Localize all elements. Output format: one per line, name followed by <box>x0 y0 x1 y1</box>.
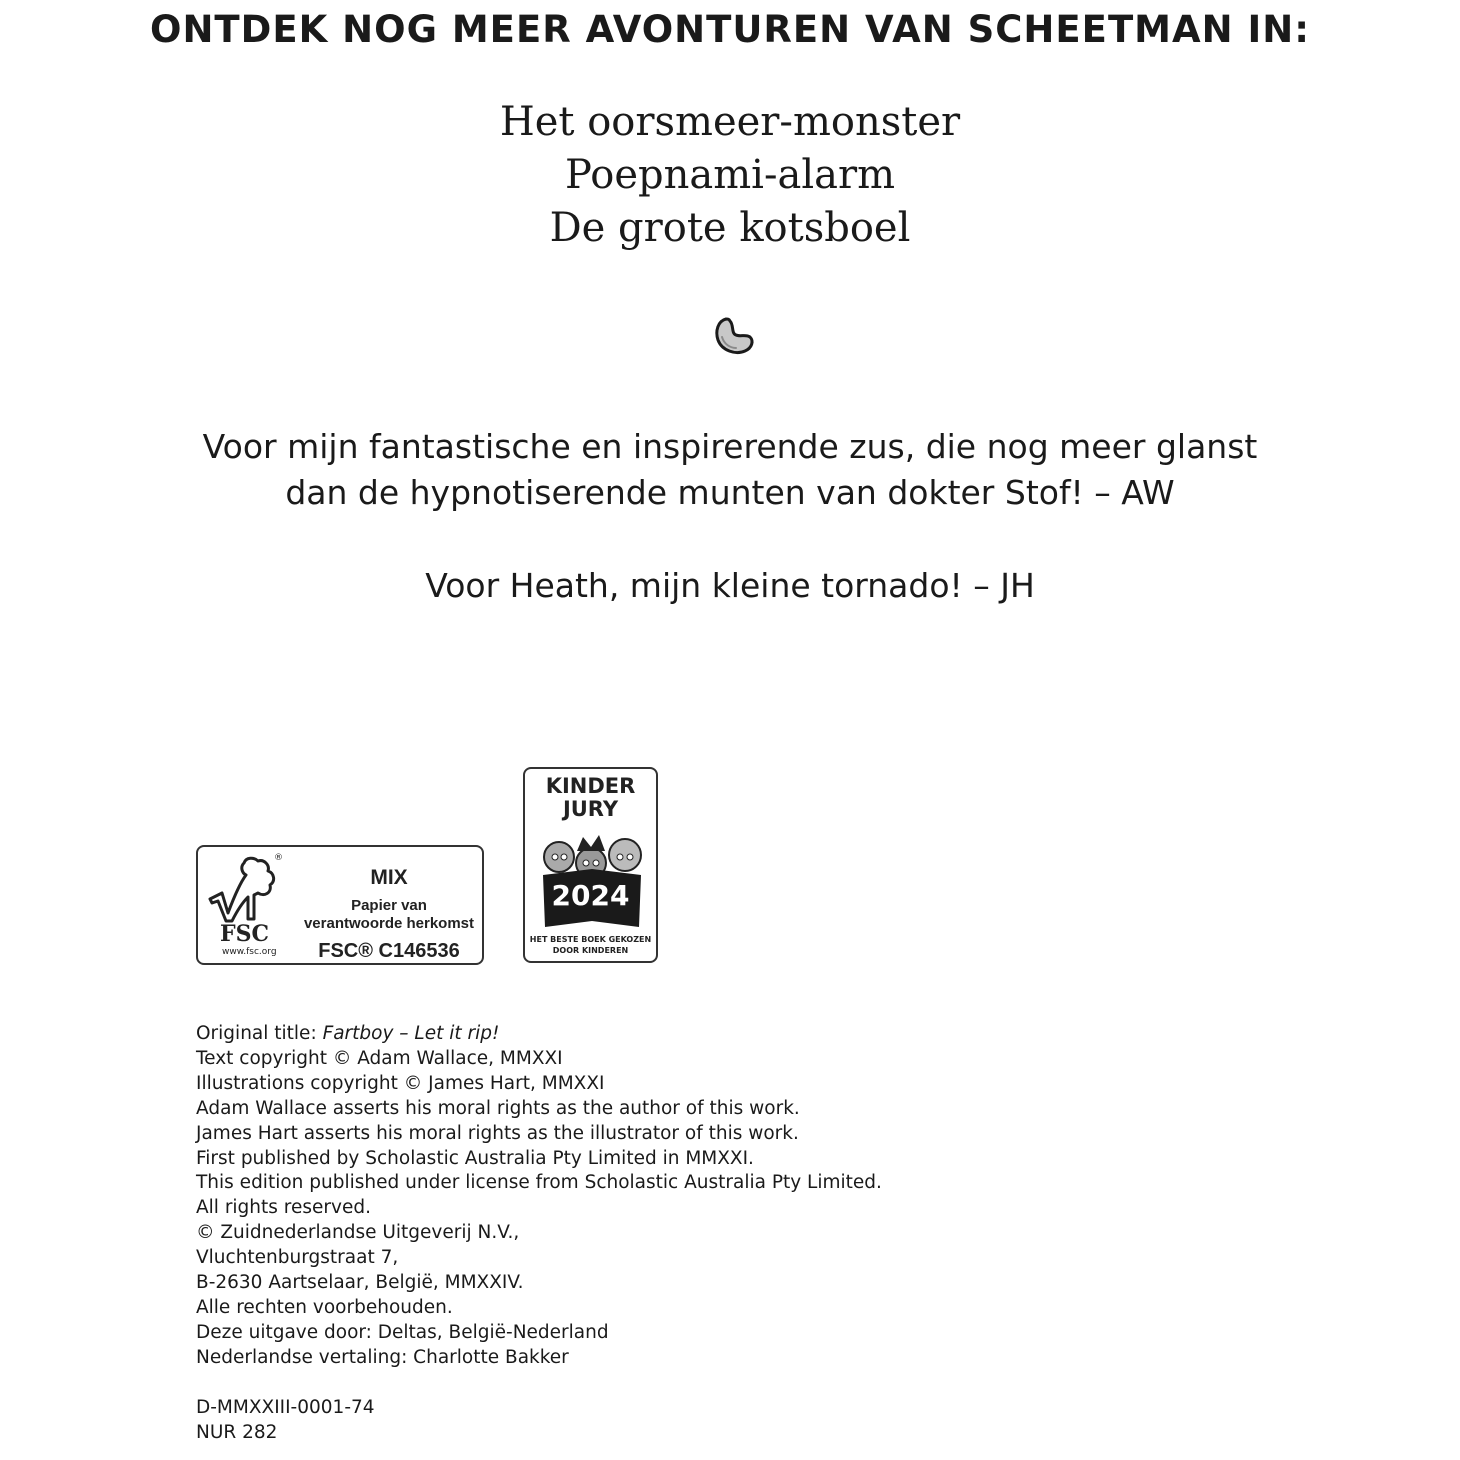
fsc-mix: MIX <box>370 866 408 889</box>
kinderjury-caption-line: HET BESTE BOEK GEKOZEN <box>529 935 652 944</box>
fsc-code: FSC® C146536 <box>318 940 460 962</box>
copyright-line: Alle rechten voorbehouden. <box>196 1296 453 1318</box>
book-title: Het oorsmeer-monster <box>499 99 961 145</box>
copyright-block <box>196 1022 1296 1371</box>
copyright-line: Text copyright © Adam Wallace, MMXXI <box>196 1047 563 1069</box>
dedication-jh: Voor Heath, mijn kleine tornado! – JH <box>425 566 1035 605</box>
fsc-paper-text <box>296 897 482 933</box>
original-title-line <box>196 1022 1296 1047</box>
dedication-line: Voor mijn fantastische en inspirerende zus, die nog meer glanst <box>202 427 1258 466</box>
kinderjury-year: 2024 <box>551 879 630 912</box>
copyright-line: This edition published under license from Scholastic Australia Pty Limited. <box>196 1172 882 1194</box>
fsc-paper-line: Papier van <box>351 897 427 914</box>
book-title: De grote kotsboel <box>549 205 911 251</box>
book-title: Poepnami-alarm <box>564 152 896 198</box>
kinderjury-title <box>525 775 656 821</box>
deposit-code: D-MMXXIII-0001-74 <box>196 1397 375 1418</box>
copyright-line: B-2630 Aartselaar, België, MMXXIV. <box>196 1272 524 1294</box>
copyright-line: Adam Wallace asserts his moral rights as the author of this work. <box>196 1097 800 1119</box>
nur-code: NUR 282 <box>196 1422 278 1443</box>
kinderjury-title-line: KINDER <box>545 774 636 798</box>
fsc-paper-line: verantwoorde herkomst <box>303 915 475 932</box>
copyright-line: Deze uitgave door: Deltas, België-Nederland <box>196 1321 609 1343</box>
original-title: Fartboy – Let it rip! <box>322 1023 500 1044</box>
copyright-line: Vluchtenburgstraat 7, <box>196 1247 399 1269</box>
fsc-logo <box>196 845 484 965</box>
bean-icon <box>712 313 758 359</box>
original-title-label: Original title: <box>196 1023 323 1044</box>
copyright-line: James Hart asserts his moral rights as the illustrator of this work. <box>196 1122 799 1144</box>
copyright-line: Illustrations copyright © James Hart, MMXXI <box>196 1072 605 1094</box>
dedication-line: dan de hypnotiserende munten van dokter Stof! – AW <box>285 473 1175 512</box>
kinderjury-logo <box>523 767 658 963</box>
copyright-line: © Zuidnederlandse Uitgeverij N.V., <box>196 1222 520 1244</box>
copyright-line: Nederlandse vertaling: Charlotte Bakker <box>196 1346 569 1368</box>
kinderjury-children-icon <box>539 827 645 927</box>
copyright-line: All rights reserved. <box>196 1197 371 1219</box>
book-codes <box>196 1395 375 1445</box>
dedication-aw <box>0 424 1460 516</box>
book-titles-list <box>0 96 1460 255</box>
fsc-tree-icon <box>206 853 286 929</box>
kinderjury-title-line: JURY <box>562 797 619 821</box>
kinderjury-caption <box>525 934 656 956</box>
fsc-wordmark: FSC <box>220 921 270 947</box>
copyright-line: First published by Scholastic Australia Pty Limited in MMXXI. <box>196 1147 754 1169</box>
page-heading: ONTDEK NOG MEER AVONTUREN VAN SCHEETMAN IN: <box>149 8 1311 51</box>
kinderjury-caption-line: DOOR KINDEREN <box>552 946 629 955</box>
fsc-url: www.fsc.org <box>222 947 277 957</box>
fsc-label <box>296 865 482 964</box>
fsc-registered-mark: ® <box>274 853 283 863</box>
